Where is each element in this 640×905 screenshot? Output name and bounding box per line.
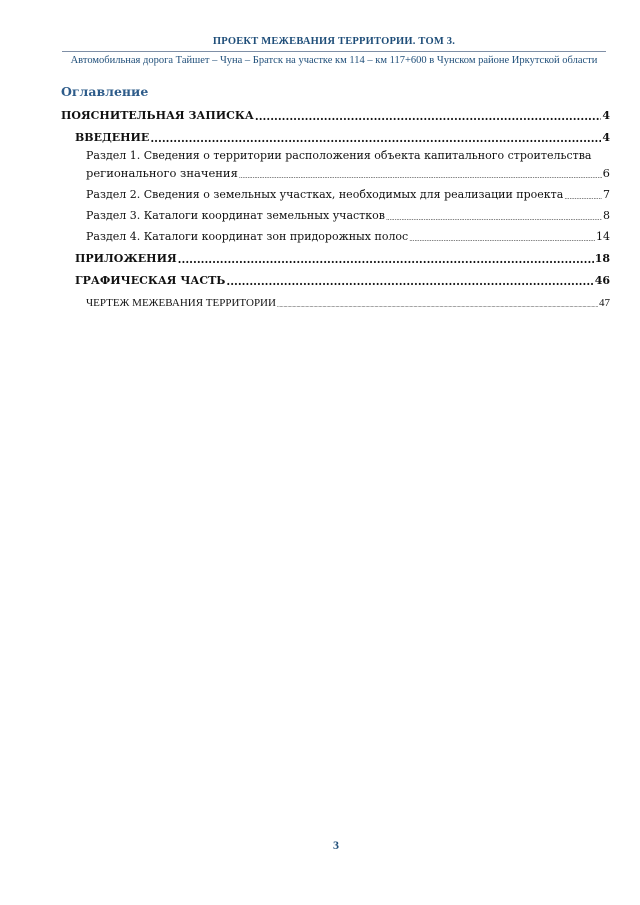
document-subtitle: Автомобильная дорога Тайшет – Чуна – Братск на участке км 114 – км 117+600 в Чунском районе Иркутской области: [70, 55, 598, 66]
toc-entry-text-continued: регионального значения: [86, 166, 238, 180]
toc-leader: [150, 133, 601, 144]
page-number: 3: [333, 838, 339, 852]
table-of-contents: [61, 84, 610, 309]
toc-leader: [226, 276, 593, 287]
toc-leader: [386, 216, 602, 222]
toc-heading: Оглавление: [61, 84, 149, 99]
toc-entry-page: 14: [596, 230, 610, 243]
toc-entry-page: 7: [603, 188, 610, 201]
toc-entry-appendices[interactable]: [61, 243, 610, 265]
toc-entry-section-4[interactable]: [61, 222, 610, 243]
document-title: ПРОЕКТ МЕЖЕВАНИЯ ТЕРРИТОРИИ. ТОМ 3.: [212, 36, 456, 47]
toc-entry-text: ЧЕРТЕЖ МЕЖЕВАНИЯ ТЕРРИТОРИИ: [86, 297, 276, 309]
toc-entry-page: 47: [599, 297, 610, 309]
toc-entry-section-2[interactable]: [61, 180, 610, 201]
toc-entry-text: ПРИЛОЖЕНИЯ: [75, 252, 177, 265]
toc-entry-page: 46: [594, 274, 610, 287]
toc-entry-text: Раздел 3. Каталоги координат земельных участков: [86, 209, 385, 222]
toc-entry-page: 8: [603, 209, 610, 222]
toc-entry-section-3[interactable]: [61, 201, 610, 222]
toc-entry-text: Раздел 4. Каталоги координат зон придорожных полос: [86, 230, 409, 243]
toc-leader: [255, 111, 601, 122]
toc-entry-introduction[interactable]: [61, 122, 610, 144]
toc-entry-page: 4: [602, 109, 610, 122]
toc-entry-section-1[interactable]: [61, 144, 610, 180]
toc-entry-explanatory-note[interactable]: [61, 100, 610, 122]
toc-entry-page: 6: [602, 166, 610, 180]
toc-leader: [277, 303, 598, 309]
toc-entry-text: ГРАФИЧЕСКАЯ ЧАСТЬ: [75, 274, 226, 287]
toc-entry-graphic-part[interactable]: [61, 265, 610, 287]
toc-entry-page: 18: [594, 252, 610, 265]
toc-leader: [178, 254, 594, 265]
toc-entry-text: Раздел 2. Сведения о земельных участках, необходимых для реализации проекта: [86, 188, 564, 201]
toc-entry-text: ВВЕДЕНИЕ: [75, 131, 150, 144]
toc-entry-text: ПОЯСНИТЕЛЬНАЯ ЗАПИСКА: [61, 109, 254, 122]
toc-entry-survey-drawing[interactable]: [61, 287, 610, 309]
toc-leader: [409, 237, 595, 243]
page-header: [56, 36, 612, 66]
toc-leader: [564, 195, 602, 201]
toc-entry-text: Раздел 1. Сведения о территории расположения объекта капитального строительства: [86, 149, 592, 162]
toc-entry-page: 4: [602, 131, 610, 144]
toc-leader: [239, 174, 602, 180]
